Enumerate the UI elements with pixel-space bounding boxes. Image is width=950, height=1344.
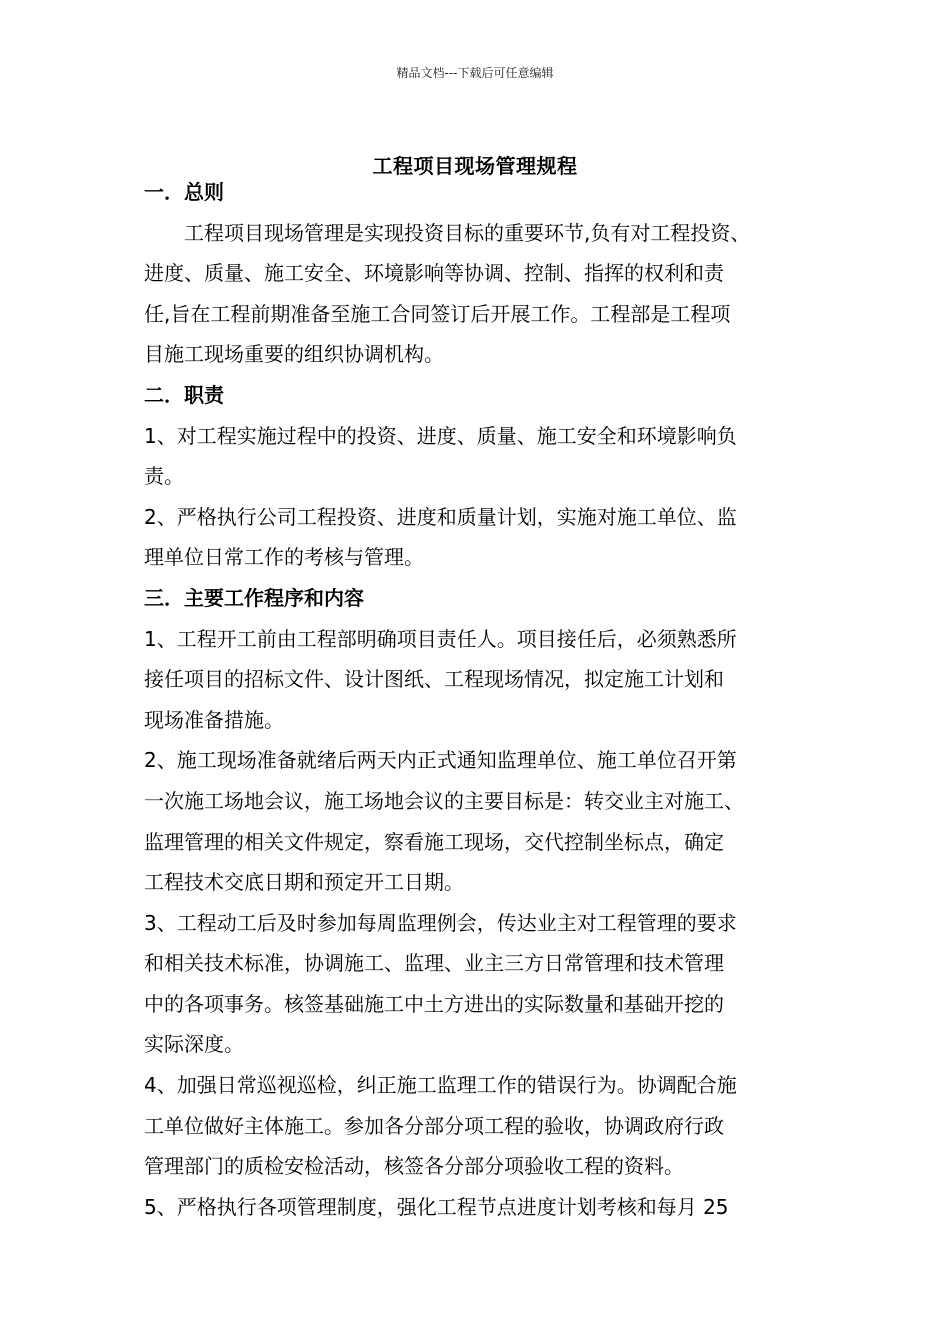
paragraph-line: 任,旨在工程前期准备至施工合同签订后开展工作。工程部是工程项: [144, 301, 731, 326]
paragraph-line: 进度、质量、施工安全、环境影响等协调、控制、指挥的权利和责: [144, 261, 724, 286]
paragraph-line: 1、工程开工前由工程部明确项目责任人。项目接任后，必须熟悉所: [144, 626, 737, 651]
document-title: 工程项目现场管理规程: [372, 154, 578, 178]
paragraph-line: 一次施工场地会议，施工场地会议的主要目标是：转交业主对施工、: [144, 788, 744, 813]
paragraph-line: 目施工现场重要的组织协调机构。: [144, 342, 444, 367]
paragraph-line: 接任项目的招标文件、设计图纸、工程现场情况，拟定施工计划和: [144, 667, 724, 692]
section-heading: 三．主要工作程序和内容: [144, 585, 364, 610]
paragraph-line: 工程技术交底日期和预定开工日期。: [144, 870, 464, 895]
paragraph-line: 实际深度。: [144, 1032, 244, 1057]
paragraph-line: 理单位日常工作的考核与管理。: [144, 545, 424, 570]
section-heading: 一．总则: [144, 180, 224, 204]
paragraph-line: 2、严格执行公司工程投资、进度和质量计划，实施对施工单位、监: [144, 504, 737, 529]
paragraph-line: 现场准备措施。: [144, 707, 284, 732]
paragraph-line: 1、对工程实施过程中的投资、进度、质量、施工安全和环境影响负: [144, 423, 737, 448]
document-body: [144, 172, 816, 1227]
paragraph-line: 4、加强日常巡视巡检，纠正施工监理工作的错误行为。协调配合施: [144, 1073, 737, 1098]
page-header: 精品文档---下载后可任意编辑: [396, 66, 554, 80]
paragraph-line: 3、工程动工后及时参加每周监理例会，传达业主对工程管理的要求: [144, 910, 737, 935]
paragraph-line: 5、严格执行各项管理制度，强化工程节点进度计划考核和每月 25: [144, 1194, 729, 1219]
section-heading: 二．职责: [144, 382, 224, 407]
paragraph-line: 2、施工现场准备就绪后两天内正式通知监理单位、施工单位召开第: [144, 748, 737, 773]
paragraph-line: 中的各项事务。核签基础施工中土方进出的实际数量和基础开挖的: [144, 991, 724, 1016]
paragraph-line: 工程项目现场管理是实现投资目标的重要环节,负有对工程投资、: [184, 220, 751, 245]
paragraph-line: 责。: [144, 464, 184, 489]
paragraph-line: 工单位做好主体施工。参加各分部分项工程的验收，协调政府行政: [144, 1113, 724, 1138]
paragraph-line: 管理部门的质检安检活动，核签各分部分项验收工程的资料。: [144, 1154, 684, 1179]
paragraph-line: 监理管理的相关文件规定，察看施工现场，交代控制坐标点，确定: [144, 829, 724, 854]
paragraph-line: 和相关技术标准，协调施工、监理、业主三方日常管理和技术管理: [144, 951, 724, 976]
